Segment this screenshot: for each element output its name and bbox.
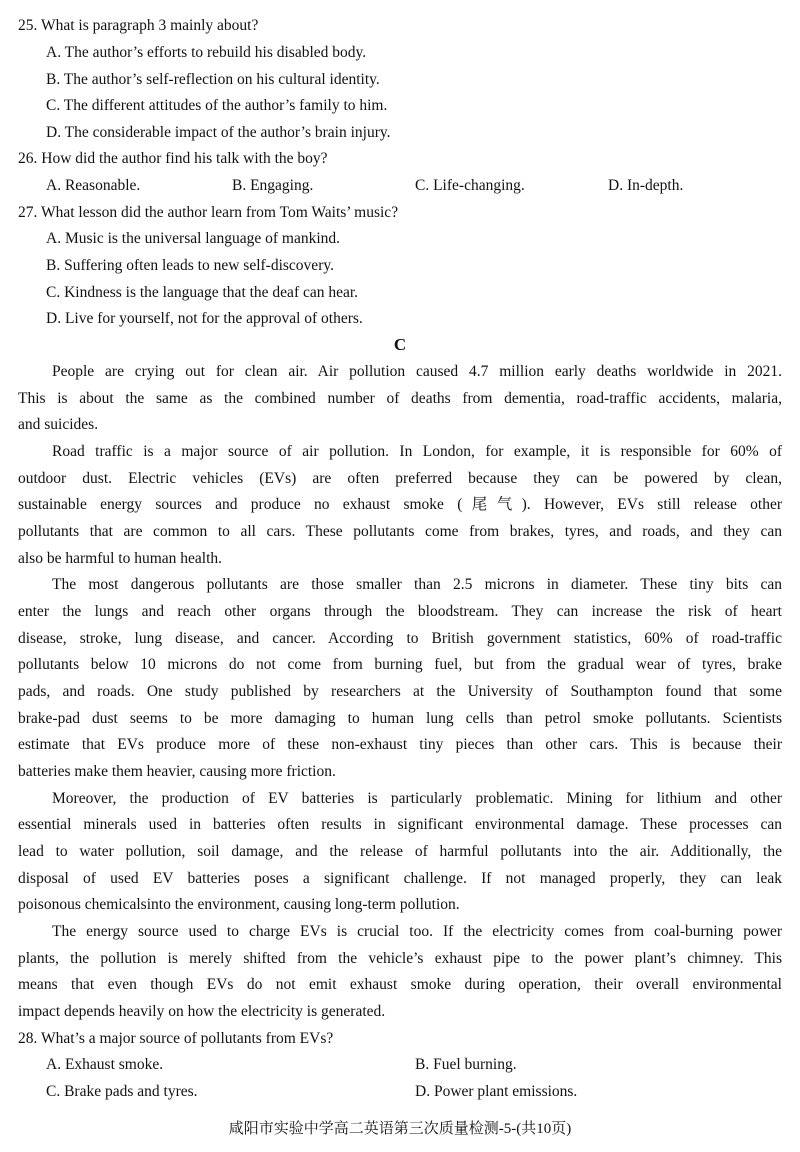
q25-option-b: B. The author’s self-reflection on his cultural identity. — [46, 71, 380, 88]
passage-line: pads, and roads. One study published by researchers at the University of Southampton found that some — [18, 683, 782, 700]
passage-line: plants, the pollution is merely shifted from the vehicle’s exhaust pipe to the power plant’s chimney. This — [18, 950, 782, 967]
question-25: 25. What is paragraph 3 mainly about? — [18, 17, 259, 34]
q26-option-b: B. Engaging. — [232, 177, 314, 194]
q27-option-c: C. Kindness is the language that the deaf can hear. — [46, 284, 359, 301]
passage-line: essential minerals used in batteries often results in significant environmental damage. These processes can — [18, 816, 782, 833]
q26-option-a: A. Reasonable. — [46, 177, 141, 194]
passage-line: sustainable energy sources and produce no exhaust smoke (尾气). However, EVs still release other — [18, 496, 782, 513]
passage-line: This is about the same as the combined number of deaths from dementia, road-traffic accidents, malaria, — [18, 390, 782, 407]
question-26: 26. How did the author find his talk with the boy? — [18, 150, 328, 167]
passage-line: impact depends heavily on how the electricity is generated. — [18, 1003, 386, 1020]
passage-line: disposal of used EV batteries poses a significant challenge. If not managed properly, they can leak — [18, 870, 782, 887]
question-28: 28. What’s a major source of pollutants from EVs? — [18, 1030, 334, 1047]
passage-line: brake-pad dust seems to be more damaging to human lung cells than petrol smoke pollutants. Scientists — [18, 710, 782, 727]
passage-line: pollutants that are common to all cars. These pollutants come from brakes, tyres, and roads, and they can — [18, 523, 782, 540]
passage-line: also be harmful to human health. — [18, 550, 223, 567]
q25-option-d: D. The considerable impact of the author’s brain injury. — [46, 124, 391, 141]
q26-option-c: C. Life-changing. — [415, 177, 525, 194]
page-footer: 咸阳市实验中学高二英语第三次质量检测-5-(共10页) — [228, 1121, 572, 1137]
passage-line: means that even though EVs do not emit exhaust smoke during operation, their overall environmental — [18, 976, 782, 993]
q25-option-a: A. The author’s efforts to rebuild his disabled body. — [46, 44, 367, 61]
q28-option-d: D. Power plant emissions. — [415, 1083, 578, 1100]
q25-option-c: C. The different attitudes of the author’s family to him. — [46, 97, 388, 114]
passage-line: outdoor dust. Electric vehicles (EVs) are often preferred because they can be powered by clean, — [18, 470, 782, 487]
passage-line: The energy source used to charge EVs is crucial too. If the electricity comes from coal-burning power — [52, 923, 782, 940]
passage-line: Moreover, the production of EV batteries is particularly problematic. Mining for lithium and other — [52, 790, 782, 807]
q28-options-row-2 — [18, 1082, 782, 1102]
q27-option-b: B. Suffering often leads to new self-discovery. — [46, 257, 334, 274]
passage-line: pollutants below 10 microns do not come from burning fuel, but from the gradual wear of tyres, brake — [18, 656, 782, 673]
question-27: 27. What lesson did the author learn from Tom Waits’ music? — [18, 204, 399, 221]
passage-line: People are crying out for clean air. Air pollution caused 4.7 million early deaths worldwide in 2021. — [52, 363, 782, 380]
q26-option-d: D. In-depth. — [608, 177, 684, 194]
q26-options-row — [18, 176, 782, 196]
passage-line: Road traffic is a major source of air pollution. In London, for example, it is responsible for 60% of — [52, 443, 782, 460]
passage-line: enter the lungs and reach other organs through the bloodstream. They can increase the risk of heart — [18, 603, 782, 620]
passage-line: lead to water pollution, soil damage, and the release of harmful pollutants into the air. Additionally, the — [18, 843, 782, 860]
passage-heading: C — [393, 335, 407, 354]
passage-line: The most dangerous pollutants are those smaller than 2.5 microns in diameter. These tiny bits can — [52, 576, 782, 593]
q28-option-a: A. Exhaust smoke. — [46, 1056, 164, 1073]
q28-option-c: C. Brake pads and tyres. — [46, 1083, 198, 1100]
q27-option-a: A. Music is the universal language of mankind. — [46, 230, 341, 247]
passage-line: disease, stroke, lung disease, and cancer. According to British government statistics, 60% of road-traffic — [18, 630, 782, 647]
passage-line: estimate that EVs produce more of these non-exhaust tiny pieces than other cars. This is because their — [18, 736, 782, 753]
q28-option-b: B. Fuel burning. — [415, 1056, 517, 1073]
passage-line: poisonous chemicalsinto the environment, causing long-term pollution. — [18, 896, 460, 913]
q28-options-row-1 — [18, 1055, 782, 1075]
passage-line: and suicides. — [18, 416, 99, 433]
q27-option-d: D. Live for yourself, not for the approval of others. — [46, 310, 363, 327]
passage-line: batteries make them heavier, causing more friction. — [18, 763, 336, 780]
